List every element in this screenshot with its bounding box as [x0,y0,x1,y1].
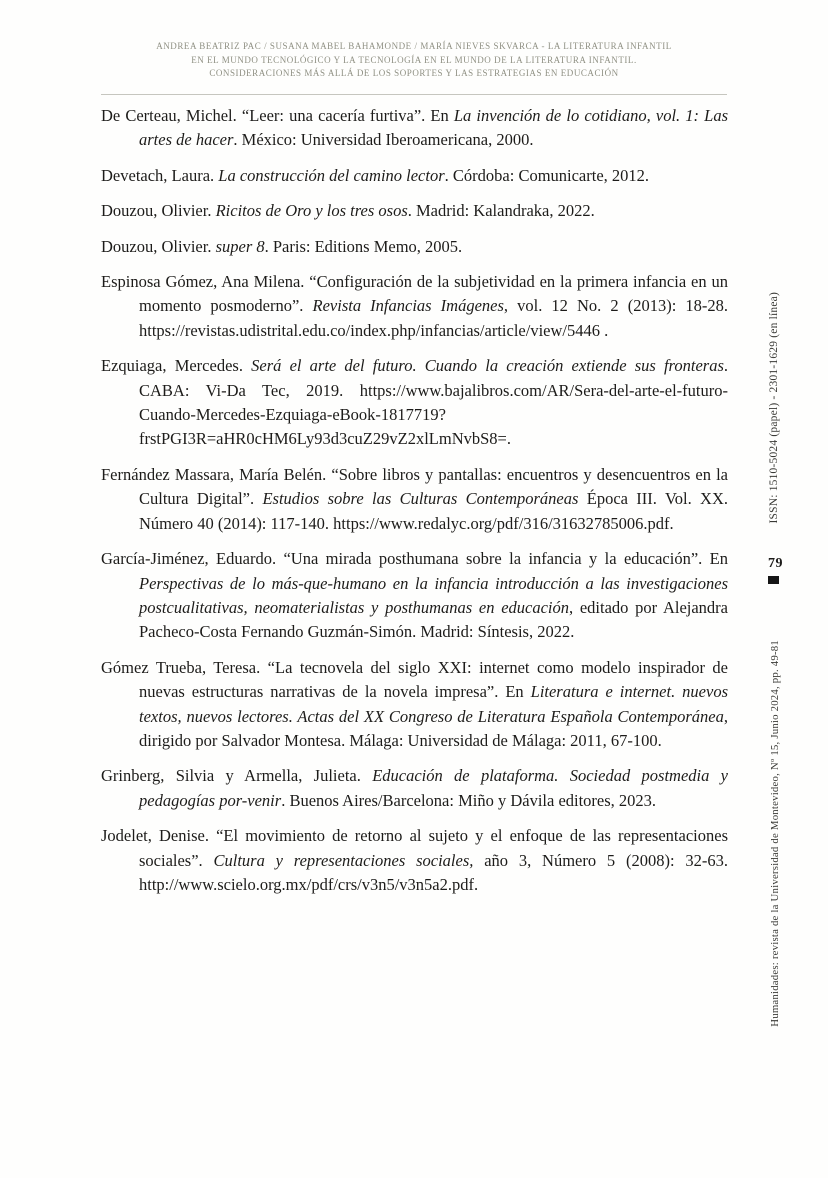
reference-entry [101,547,728,645]
reference-text: , dirigido por Salvador Montesa. Málaga: Universidad de Málaga: 2011, 67-100. [139,706,728,750]
page-number: 79 [768,556,783,571]
reference-text: Fernández Massara, María Belén. “Sobre libros y pantallas: encuentros y desencuentros en la Cultura Digital”. [101,464,728,509]
references-list [101,104,728,908]
reference-title: La invención de lo cotidiano, vol. 1: Las artes de hacer [139,106,728,150]
reference-title: Será el arte del futuro. Cuando la creación extiende sus fronteras [251,356,724,376]
reference-text: . [474,874,479,894]
reference-text: , vol. 12 No. 2 (2013): 18-28. [503,296,728,316]
reference-title: Cultura y representaciones sociales, [213,850,474,870]
reference-title: Estudios sobre las Culturas Contemporáneas [262,489,579,509]
reference-text: . Madrid: Kalandraka, 2022. [407,201,595,221]
reference-text: Gómez Trueba, Teresa. “La tecnovela del siglo XXI: internet como modelo inspirador de nuevas estructuras narrativas de la novela impresa”. En [101,657,728,702]
reference-title: Literatura e internet. nuevos textos, nuevos lectores. Actas del XX Congreso de Literatura Española Contemporánea [139,682,729,726]
reference-title: Perspectivas de lo más-que-humano en la infancia introducción a las investigaciones postcualitativas, neomaterialistas y posthumanas en educación [139,573,728,617]
page-number-block [768,556,783,584]
reference-url[interactable]: https://www.redalyc.org/pdf/316/31632785006.pdf [333,513,670,533]
running-header-subtitle: CONSIDERACIONES MÁS ALLÁ DE LOS SOPORTES Y LAS ESTRATEGIAS EN EDUCACIÓN [209,68,619,78]
reference-text: Ezquiaga, Mercedes. [101,356,252,376]
reference-title: Revista Infancias Imágenes [312,296,504,316]
running-header-title: EN EL MUNDO TECNOLÓGICO Y LA TECNOLOGÍA EN EL MUNDO DE LA LITERATURA INFANTIL. [191,54,637,65]
reference-entry [101,270,728,343]
header-divider [101,94,727,95]
reference-text: Época III. Vol. XX. Número 40 (2014): 117-140. [139,489,728,533]
reference-text: Jodelet, Denise. “El movimiento de retorno al sujeto y el enfoque de las representaciones sociales”. [101,826,728,870]
reference-entry [101,104,728,153]
reference-entry [101,235,728,259]
reference-entry [101,656,728,754]
journal-sidebar-text: Humanidades: revista de la Universidad de Montevideo, Nº 15, Junio 2024, pp. 49-81 [769,640,781,1027]
reference-text: Devetach, Laura. [101,165,219,185]
reference-text: . Córdoba: Comunicarte, 2012. [444,165,650,185]
reference-entry [101,199,728,223]
reference-text: . CABA: Vi-Da Tec, 2019. [139,356,728,400]
reference-entry [101,824,728,897]
running-header [101,40,727,81]
reference-text: Douzou, Olivier. [101,236,216,256]
reference-title: La construcción del camino lector [218,165,445,185]
reference-text: Grinberg, Silvia y Armella, Julieta. [101,766,373,786]
reference-text: . Paris: Editions Memo, 2005. [264,236,463,256]
reference-text: García-Jiménez, Eduardo. “Una mirada posthumana sobre la infancia y la educación”. En [101,549,728,569]
reference-entry [101,164,728,188]
reference-text: Espinosa Gómez, Ana Milena. “Configuración de la subjetividad en la primera infancia en un momento posmoderno”. [101,272,728,316]
reference-text: Douzou, Olivier. [101,201,216,221]
reference-url[interactable]: https://revistas.udistrital.edu.co/index.php/infancias/article/view/5446 [139,320,600,340]
reference-text: . [599,320,609,340]
page-number-marker [768,576,779,584]
reference-text: . Buenos Aires/Barcelona: Miño y Dávila editores, 2023. [281,790,657,810]
reference-text: , editado por Alejandra Pacheco-Costa Fernando Guzmán-Simón. Madrid: Síntesis, 2022. [139,597,728,642]
running-header-authors: ANDREA BEATRIZ PAC / SUSANA MABEL BAHAMONDE / MARÍA NIEVES SKVARCA - LA LITERATURA INFANTIL [156,41,672,51]
reference-url[interactable]: https://www.bajalibros.com/AR/Sera-del-arte-el-futuro-Cuando-Mercedes-Ezquiaga-eBook-1817719?frstPGI3R=aHR0cHM6Ly93d3cuZ29vZ2xlLmNvbS8= [139,380,728,449]
reference-entry [101,354,728,452]
reference-entry [101,764,728,813]
reference-title: super 8 [215,236,265,256]
reference-title: Educación de plataforma. Sociedad postmedia y pedagogías por-venir [139,766,728,810]
reference-text: . [669,513,674,533]
reference-text: . México: Universidad Iberoamericana, 2000. [233,130,534,150]
issn-sidebar-text: ISSN: 1510-5024 (papel) - 2301-1629 (en línea) [768,292,780,524]
reference-text: De Certeau, Michel. “Leer: una cacería furtiva”. En [101,106,454,125]
reference-url[interactable]: http://www.scielo.org.mx/pdf/crs/v3n5/v3n5a2.pdf [139,874,475,894]
reference-text: . [506,429,511,449]
reference-entry [101,463,728,536]
reference-text: año 3, Número 5 (2008): 32-63. [473,850,728,870]
reference-title: Ricitos de Oro y los tres osos [215,201,408,221]
